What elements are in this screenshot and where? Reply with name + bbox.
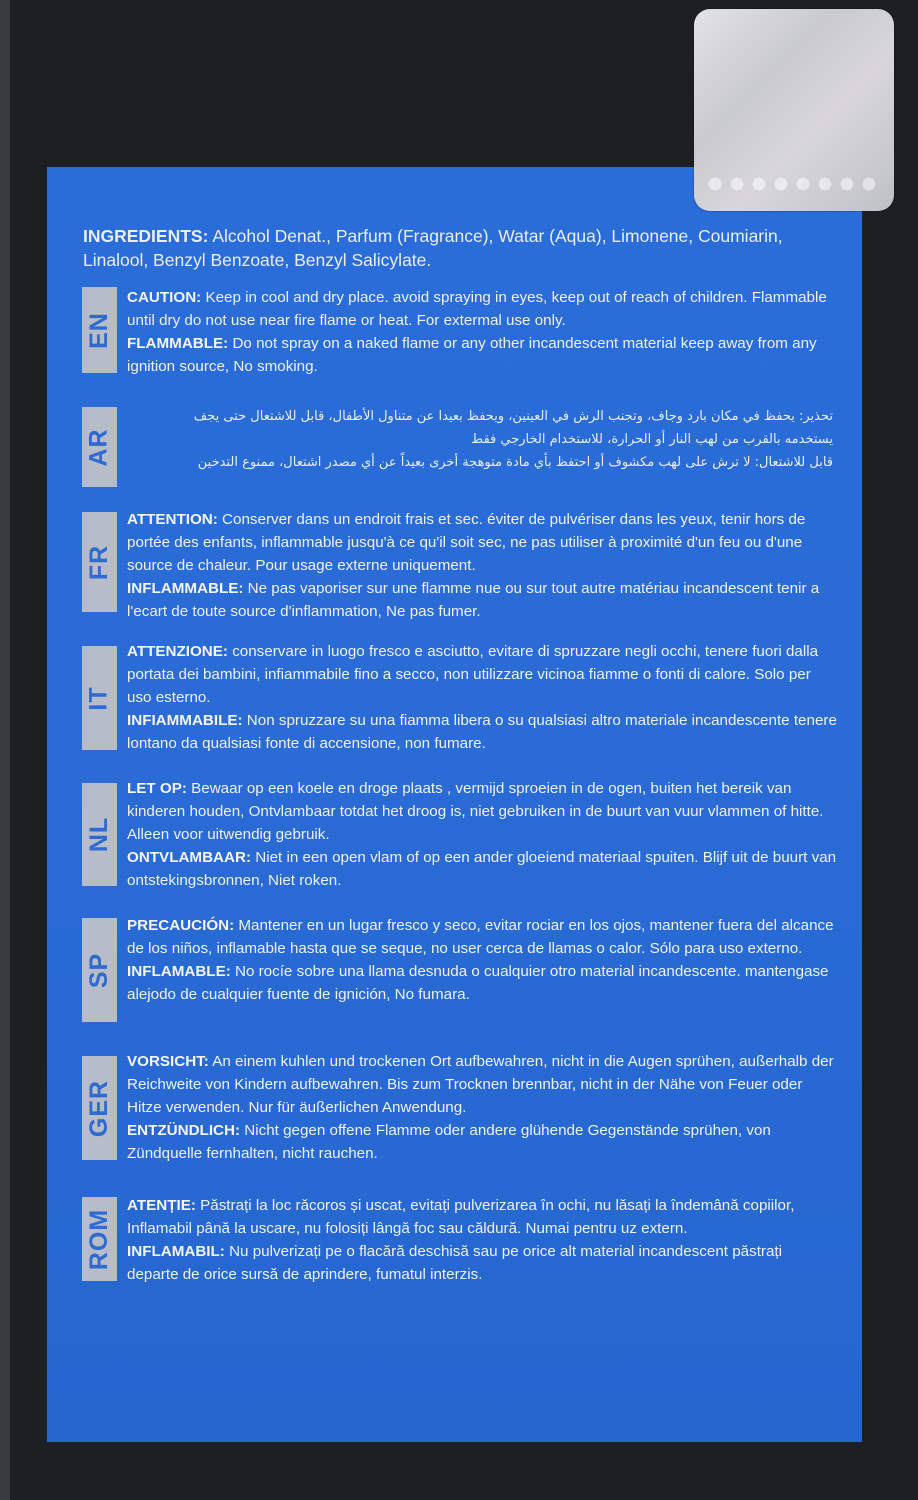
language-code: FR <box>85 544 114 580</box>
caution-label: ATTENZIONE: <box>127 643 228 660</box>
flammable-text: Ne pas vaporiser sur une flamme nue ou sur tout autre matériau incandescent tenir a l'ecart de toute source d'inflammation, Ne pas fumer. <box>127 580 820 620</box>
warning-text-ger <box>127 1050 837 1165</box>
language-tab-en <box>82 287 117 373</box>
language-tab-sp <box>82 918 117 1022</box>
arabic-line: قابل للاشتعال: لا ترش على لهب مكشوف أو احتفظ بأي مادة متوهجة أخرى بعيداً عن أي مصدر اشتعال، ممنوع التدخين <box>197 455 833 470</box>
language-code: SP <box>85 952 114 988</box>
arabic-line: يستخدمه بالقرب من لهب النار أو الحرارة، للاستخدام الخارجي فقط <box>471 432 833 447</box>
caution-label: PRECAUCIÓN: <box>127 917 235 934</box>
caution-text: Păstrați la loc răcoros și uscat, evitați pulverizarea în ochi, nu lăsați la îndemână copiilor, Inflamabil până la uscare, nu folosiți lângă foc sau căldură. Numai pentru uz extern. <box>127 1197 795 1237</box>
language-tab-ger <box>82 1056 117 1160</box>
language-code: AR <box>85 427 114 467</box>
flammable-text: No rocíe sobre una llama desnuda o cualquier otro material incandescente. mantengase alejodo de cualquier fuente de ignición, No fumara. <box>127 963 829 1003</box>
flammable-label: ONTVLAMBAAR: <box>127 849 252 866</box>
warning-text-nl <box>127 777 837 892</box>
hologram-pattern <box>704 171 884 197</box>
flammable-label: FLAMMABLE: <box>127 335 229 352</box>
flammable-label: INFLAMABLE: <box>127 963 231 980</box>
ingredients-text <box>83 224 843 272</box>
box-edge <box>0 0 10 1500</box>
warning-text-en <box>127 286 837 378</box>
warning-text-rom <box>127 1194 837 1286</box>
caution-text: conservare in luogo fresco e asciutto, evitare di spruzzare negli occhi, tenere fuori dalla portata dei bambini, infiammabile fino a secco, non utilizzare vicinoa fiamme o fonti di calore. Solo per uso esterno. <box>127 643 819 706</box>
language-code: NL <box>85 816 114 853</box>
flammable-text: Niet in een open vlam of op een ander gloeiend materiaal spuiten. Blijf uit de buurt van ontstekingsbronnen, Niet roken. <box>127 849 837 889</box>
caution-label: VORSICHT: <box>127 1053 209 1070</box>
hologram-sticker <box>694 9 894 211</box>
language-tab-nl <box>82 783 117 886</box>
flammable-label: INFLAMABIL: <box>127 1243 225 1260</box>
warning-text-fr <box>127 508 837 623</box>
language-tab-rom <box>82 1197 117 1281</box>
warning-text-sp <box>127 914 837 1006</box>
language-code: EN <box>85 311 114 349</box>
flammable-text: Non spruzzare su una fiamma libera o su qualsiasi altro materiale incandescente tenere lontano da qualsiasi fonte di accensione, non fumare. <box>127 712 837 752</box>
flammable-label: ENTZÜNDLICH: <box>127 1122 241 1139</box>
flammable-text: Nicht gegen offene Flamme oder andere glühende Gegenstände sprühen, von Zündquelle fernhalten, nicht rauchen. <box>127 1122 771 1162</box>
caution-label: CAUTION: <box>127 289 202 306</box>
language-tab-ar <box>82 407 117 487</box>
flammable-label: INFIAMMABILE: <box>127 712 243 729</box>
flammable-text: Nu pulverizați pe o flacără deschisă sau pe orice alt material incandescent păstrați departe de orice sursă de aprindere, fumatul interzis. <box>127 1243 783 1283</box>
caution-text: Keep in cool and dry place. avoid spraying in eyes, keep out of reach of children. Flammable until dry do not use near fire flame or heat. For extermal use only. <box>127 289 827 329</box>
caution-label: ATENȚIE: <box>127 1197 196 1214</box>
arabic-line: تحذير: يحفظ في مكان بارد وجاف، وتجنب الرش في العينين، ويحفظ بعيدا عن متناول الأطفال، قابل للاشتعال حتى يجف <box>193 409 833 424</box>
caution-text: Bewaar op een koele en droge plaats , vermijd sproeien in de ogen, buiten het bereik van kinderen houden, Ontvlambaar totdat het droog is, niet gebruiken in de buurt van vuur vlammen of hitte. Alleen voor uitwendig gebruik. <box>127 780 824 843</box>
language-tab-it <box>82 646 117 750</box>
flammable-text: Do not spray on a naked flame or any other incandescent material keep away from any ignition source, No smoking. <box>127 335 817 375</box>
caution-text: Conserver dans un endroit frais et sec. éviter de pulvériser dans les yeux, tenir hors de portée des enfants, inflammable jusqu'à ce qu'il soit sec, ne pas utiliser à proximité d'un feu ou d'une source de chaleur. Pour usage externe uniquement. <box>127 511 806 574</box>
language-code: ROM <box>85 1208 114 1270</box>
language-code: IT <box>85 685 113 711</box>
warning-text-it <box>127 640 837 755</box>
ingredients-label: INGREDIENTS: <box>83 226 209 246</box>
caution-text: Mantener en un lugar fresco y seco, evitar rociar en los ojos, mantener fuera del alcance de los niños, inflamable hasta que se seque, no user cerca de llamas o calor. Sólo para uso externo. <box>127 917 834 957</box>
caution-text: An einem kuhlen und trockenen Ort aufbewahren, nicht in die Augen sprühen, außerhalb der Reichweite von Kindern aufbewahren. Bis zum Trocknen brennbar, nicht in der Nähe von Feuer oder Hitze verwenden. Nur für äußerlichen Anwendung. <box>127 1053 834 1116</box>
warning-text-ar <box>127 405 833 474</box>
language-tab-fr <box>82 512 117 612</box>
caution-label: LET OP: <box>127 780 187 797</box>
caution-label: ATTENTION: <box>127 511 218 528</box>
flammable-label: INFLAMMABLE: <box>127 580 244 597</box>
language-code: GER <box>85 1079 113 1137</box>
ingredients-list: Alcohol Denat., Parfum (Fragrance), Watar (Aqua), Limonene, Coumiarin, Linalool, Benzyl Benzoate, Benzyl Salicylate. <box>83 226 783 270</box>
